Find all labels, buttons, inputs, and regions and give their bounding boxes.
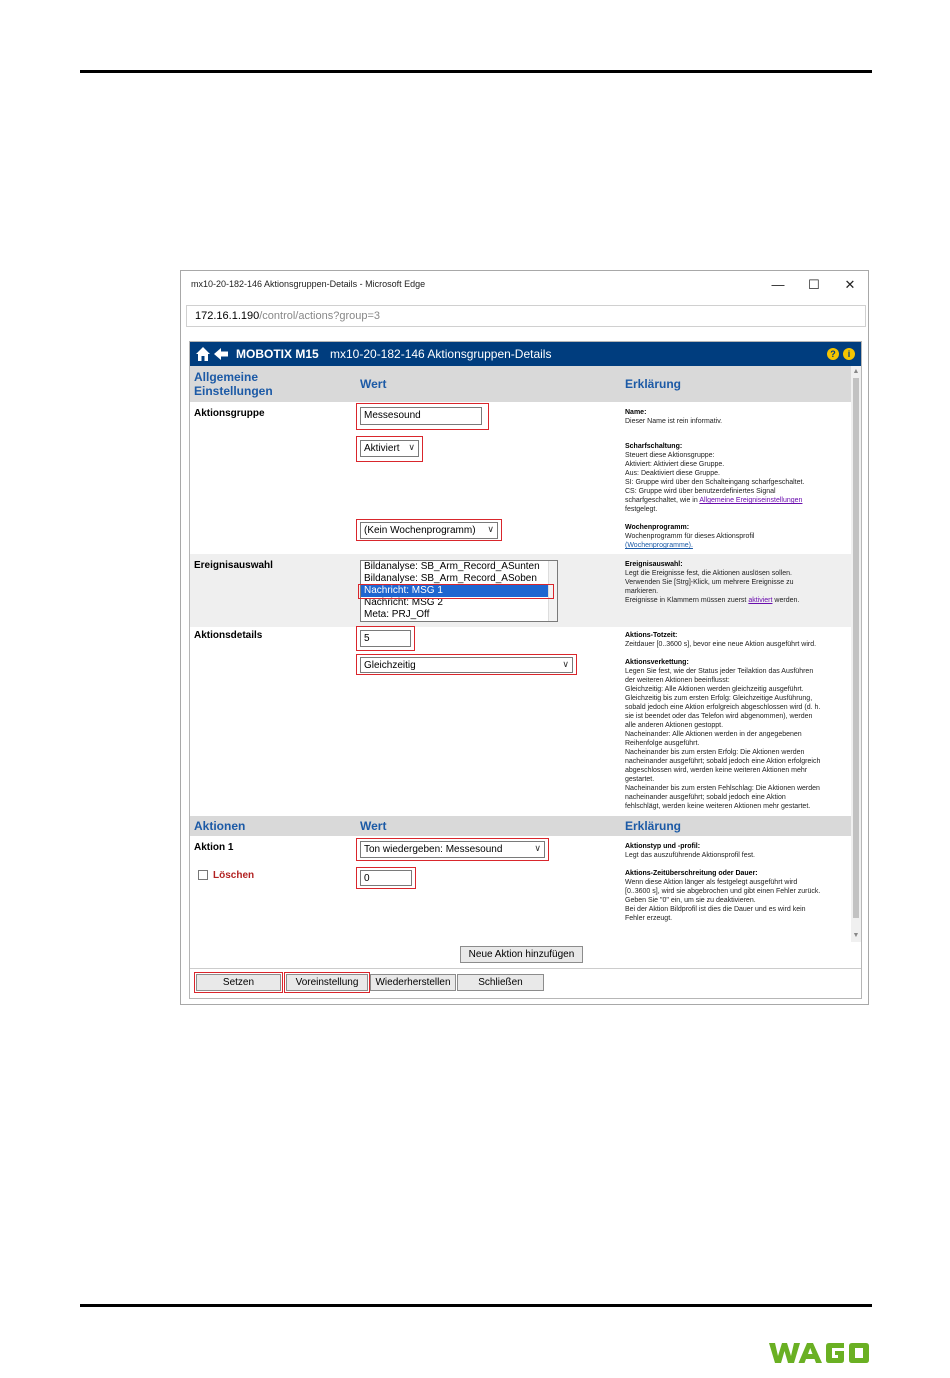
window-titlebar <box>181 271 868 299</box>
actions-header-value: Wert <box>360 819 387 833</box>
brand-label: MOBOTIX M15 <box>236 347 319 361</box>
list-item[interactable]: Bildanalyse: SB_Arm_Record_ASoben <box>364 573 537 584</box>
chevron-down-icon: ∨ <box>534 843 541 853</box>
actions-header-row <box>190 816 851 836</box>
weekly-schedules-link[interactable]: (Wochenprogramme). <box>625 542 693 549</box>
document-top-rule <box>80 70 872 73</box>
list-item[interactable]: Meta: PRJ_Off <box>364 609 430 620</box>
close-icon[interactable]: ✕ <box>844 277 856 292</box>
page-scrollbar[interactable] <box>851 366 861 942</box>
scroll-up-icon[interactable]: ▲ <box>852 368 860 375</box>
minimize-icon[interactable]: — <box>771 277 785 292</box>
wago-logo <box>767 1340 871 1366</box>
actions-header-label: Aktionen <box>194 819 246 833</box>
browser-window <box>180 270 869 1005</box>
address-bar[interactable] <box>186 305 866 327</box>
set-button[interactable]: Setzen <box>196 974 281 991</box>
list-item[interactable]: Bildanalyse: SB_Arm_Record_ASunten <box>364 561 540 572</box>
help-schedule: Wochenprogramm: Wochenprogramm für dieses Aktionsprofil (Wochenprogramme). <box>625 524 755 549</box>
event-selection-label: Ereignisauswahl <box>194 560 273 571</box>
schedule-select[interactable]: (Kein Wochenprogramm) ∨ <box>360 522 498 539</box>
maximize-icon[interactable]: ☐ <box>808 277 820 292</box>
page-title: mx10-20-182-146 Aktionsgruppen-Details <box>330 347 552 361</box>
deadtime-input[interactable]: 5 <box>360 630 411 647</box>
timeout-input[interactable]: 0 <box>360 870 412 886</box>
chevron-down-icon: ∨ <box>562 659 569 669</box>
help-timeout: Aktions-Zeitüberschreitung oder Dauer: Wenn diese Aktion länger als festgelegt ausgeführt wird [0..3600 s], wird sie abgebrochen und gibt einen Fehler zurück. Geben Sie "0" ein, um sie zu deaktivieren. Bei der Aktion Bildprofil ist dies die Dauer und es wird kein Fehler erzeugt. <box>625 870 821 922</box>
chevron-down-icon: ∨ <box>408 442 415 452</box>
app-header <box>190 342 861 366</box>
delete-checkbox[interactable] <box>198 870 208 880</box>
help-action-type: Aktionstyp und -profil: Legt das auszuführende Aktionsprofil fest. <box>625 843 755 859</box>
document-bottom-rule <box>80 1304 872 1307</box>
help-arming: Scharfschaltung: Steuert diese Aktionsgruppe: Aktiviert: Aktiviert diese Gruppe. Aus: Deaktiviert diese Gruppe. SI: Gruppe wird über den Schalteingang scharfgeschaltet. CS: Gruppe wird über benutzerdefiniertes Signal scharfgeschaltet, wie in Allgemeine Ereigniseinstellungen festgelegt. <box>625 443 805 513</box>
restore-button[interactable]: Wiederherstellen <box>370 974 456 991</box>
list-item[interactable]: Nachricht: MSG 2 <box>364 597 443 608</box>
help-name: Name: Dieser Name ist rein informativ. <box>625 409 723 425</box>
delete-label: Löschen <box>213 870 255 881</box>
general-header-value: Wert <box>360 377 387 391</box>
general-header-label: Allgemeine Einstellungen <box>194 370 273 398</box>
actions-header-help: Erklärung <box>625 819 682 833</box>
window-title: mx10-20-182-146 Aktionsgruppen-Details - Microsoft Edge <box>191 279 426 289</box>
home-icon[interactable] <box>195 346 211 362</box>
list-item-selected[interactable]: Nachricht: MSG 1 <box>361 585 557 597</box>
action-group-label: Aktionsgruppe <box>194 408 265 419</box>
help-events: Ereignisauswahl: Legt die Ereignisse fest, die Aktionen auslösen sollen. Verwenden Sie [Strg]-Klick, um mehrere Ereignisse zu markieren. Ereignisse in Klammern müssen zuerst aktiviert werden. <box>625 561 800 604</box>
help-order: Aktionsverkettung: Legen Sie fest, wie der Status jeder Teilaktion das Ausführen der weiteren Aktionen beeinflusst: Gleichzeitig: Alle Aktionen werden gleichzeitig ausgeführt. Gleichzeitig bis zum ersten Erfolg: Gleichzeitige Ausführung, sobald jedoch eine Aktion erfolgreich abgeschlossen wird (d. h. sie ist beendet oder das Telefon wird abgenommen), werden alle anderen Aktionen gestoppt. Nacheinander: Alle Aktionen werden in der angegebenen Reihenfolge ausgeführt. Nacheinander bis zum ersten Erfolg: Die Aktionen werden nacheinander ausgeführt; sobald jedoch eine Aktion erfolgreich abgeschlossen wird, werden keine weiteren Aktionen mehr gestartet. Nacheinander bis zum ersten Fehlschlag: Die Aktionen werden nacheinander ausgeführt; sobald jedoch eine Aktion fehlschlägt, werden keine weiteren Aktionen mehr gestartet. <box>625 659 821 810</box>
close-button[interactable]: Schließen <box>457 974 544 991</box>
scroll-thumb[interactable] <box>853 378 859 918</box>
back-arrow-icon[interactable] <box>213 346 229 362</box>
arming-select[interactable]: Aktiviert ∨ <box>360 440 419 457</box>
order-select[interactable]: Gleichzeitig ∨ <box>360 657 573 673</box>
scroll-down-icon[interactable]: ▼ <box>852 932 860 939</box>
url-text: 172.16.1.190/control/actions?group=3 <box>195 310 381 322</box>
action-1-label: Aktion 1 <box>194 842 234 853</box>
general-header-help: Erklärung <box>625 377 682 391</box>
footer-bar <box>190 968 861 998</box>
action-details-label: Aktionsdetails <box>194 630 263 641</box>
page-content <box>189 341 862 999</box>
chevron-down-icon: ∨ <box>487 524 494 534</box>
default-button[interactable]: Voreinstellung <box>286 974 368 991</box>
name-input[interactable]: Messesound <box>360 407 482 425</box>
help-question-icon[interactable]: ? <box>827 348 839 360</box>
general-event-settings-link[interactable]: Allgemeine Ereigniseinstellungen <box>699 497 803 504</box>
info-icon[interactable]: i <box>843 348 855 360</box>
action-profile-select[interactable]: Ton wiedergeben: Messesound ∨ <box>360 841 545 858</box>
help-deadtime: Aktions-Totzeit: Zeitdauer [0..3600 s], bevor eine neue Aktion ausgeführt wird. <box>625 632 817 648</box>
activated-link[interactable]: aktiviert <box>748 597 773 604</box>
add-action-button[interactable]: Neue Aktion hinzufügen <box>460 946 583 963</box>
selected-event-highlight <box>358 584 554 599</box>
general-header-row <box>190 366 851 402</box>
